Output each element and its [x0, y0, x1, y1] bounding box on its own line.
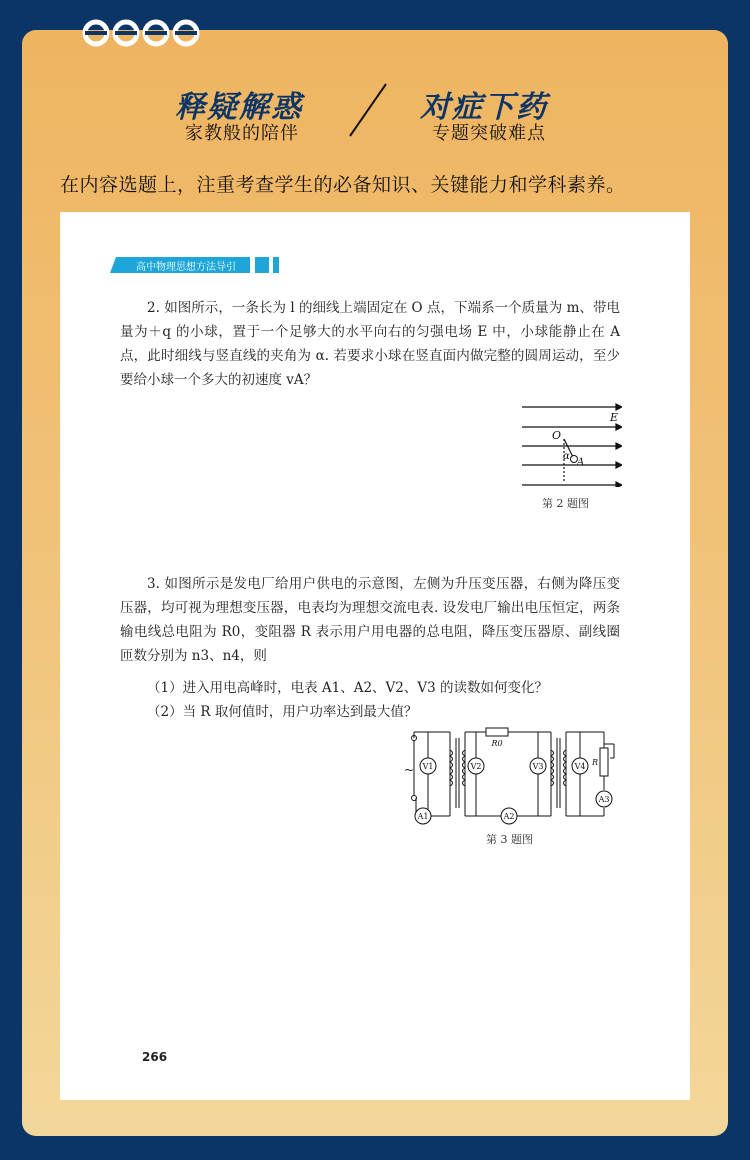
figure-2-caption: 第 2 题图	[542, 497, 589, 510]
ac-source-icon: ~	[404, 763, 415, 777]
figure-2-A-label: A	[577, 457, 585, 468]
header-right-title: 对症下药	[420, 90, 548, 125]
figure-2-E-label: E	[610, 411, 619, 424]
resistor-R0-label: R0	[491, 739, 503, 748]
meter-V1-label: V1	[422, 762, 434, 771]
binder-rings-icon	[82, 14, 202, 56]
meter-V2-label: V2	[470, 762, 482, 771]
meter-A2-label: A2	[503, 812, 515, 821]
tagline: 在内容选题上，注重考查学生的必备知识、关键能力和学科素养。	[60, 174, 626, 196]
page-number: 266	[142, 1050, 168, 1064]
header-left-subtitle: 家教般的陪伴	[185, 123, 299, 144]
question-2: 2. 如图所示，一条长为 l 的细线上端固定在 O 点，下端系一个质量为 m、带电量为＋q 的小球，置于一个足够大的水平向右的匀强电场 E 中，小球能静止在 A 点，此时细线与竖直线的夹角为 α. 若要求小球在竖直面内做完整的圆周运动，至少要给小球一个多大的初速度 vA？	[120, 300, 620, 388]
rheostat-R-label: R	[591, 758, 599, 767]
meter-A3-label: A3	[598, 795, 610, 804]
question-3: 3. 如图所示是发电厂给用户供电的示意图，左侧为升压变压器，右侧为降压变压器，均可视为理想变压器，电表均为理想交流电表. 设发电厂输出电压恒定，两条输电线总电阻为 R0，变阻器 R 表示用户用电器的总电阻，降压变压器原、副线圈匝数分别为 n3、n4，则	[120, 576, 620, 664]
figure-3-circuit	[404, 724, 616, 828]
slash-divider	[346, 82, 392, 140]
header-right-subtitle: 专题突破难点	[432, 123, 546, 144]
meter-A1-label: A1	[417, 812, 429, 821]
figure-2-O-label: O	[552, 429, 562, 442]
meter-V3-label: V3	[532, 762, 544, 771]
question-3-part-2: （2）当 R 取何值时，用户功率达到最大值？	[147, 704, 418, 720]
meter-V4-label: V4	[574, 762, 586, 771]
question-3-part-1: （1）进入用电高峰时，电表 A1、A2、V2、V3 的读数如何变化？	[147, 680, 549, 696]
figure-3-caption: 第 3 题图	[486, 833, 533, 846]
chapter-banner-text: 高中物理思想方法导引	[136, 262, 236, 273]
figure-2-diagram	[516, 403, 622, 487]
header-left-title: 释疑解惑	[175, 90, 303, 125]
figure-2-alpha-label: α	[563, 451, 570, 462]
